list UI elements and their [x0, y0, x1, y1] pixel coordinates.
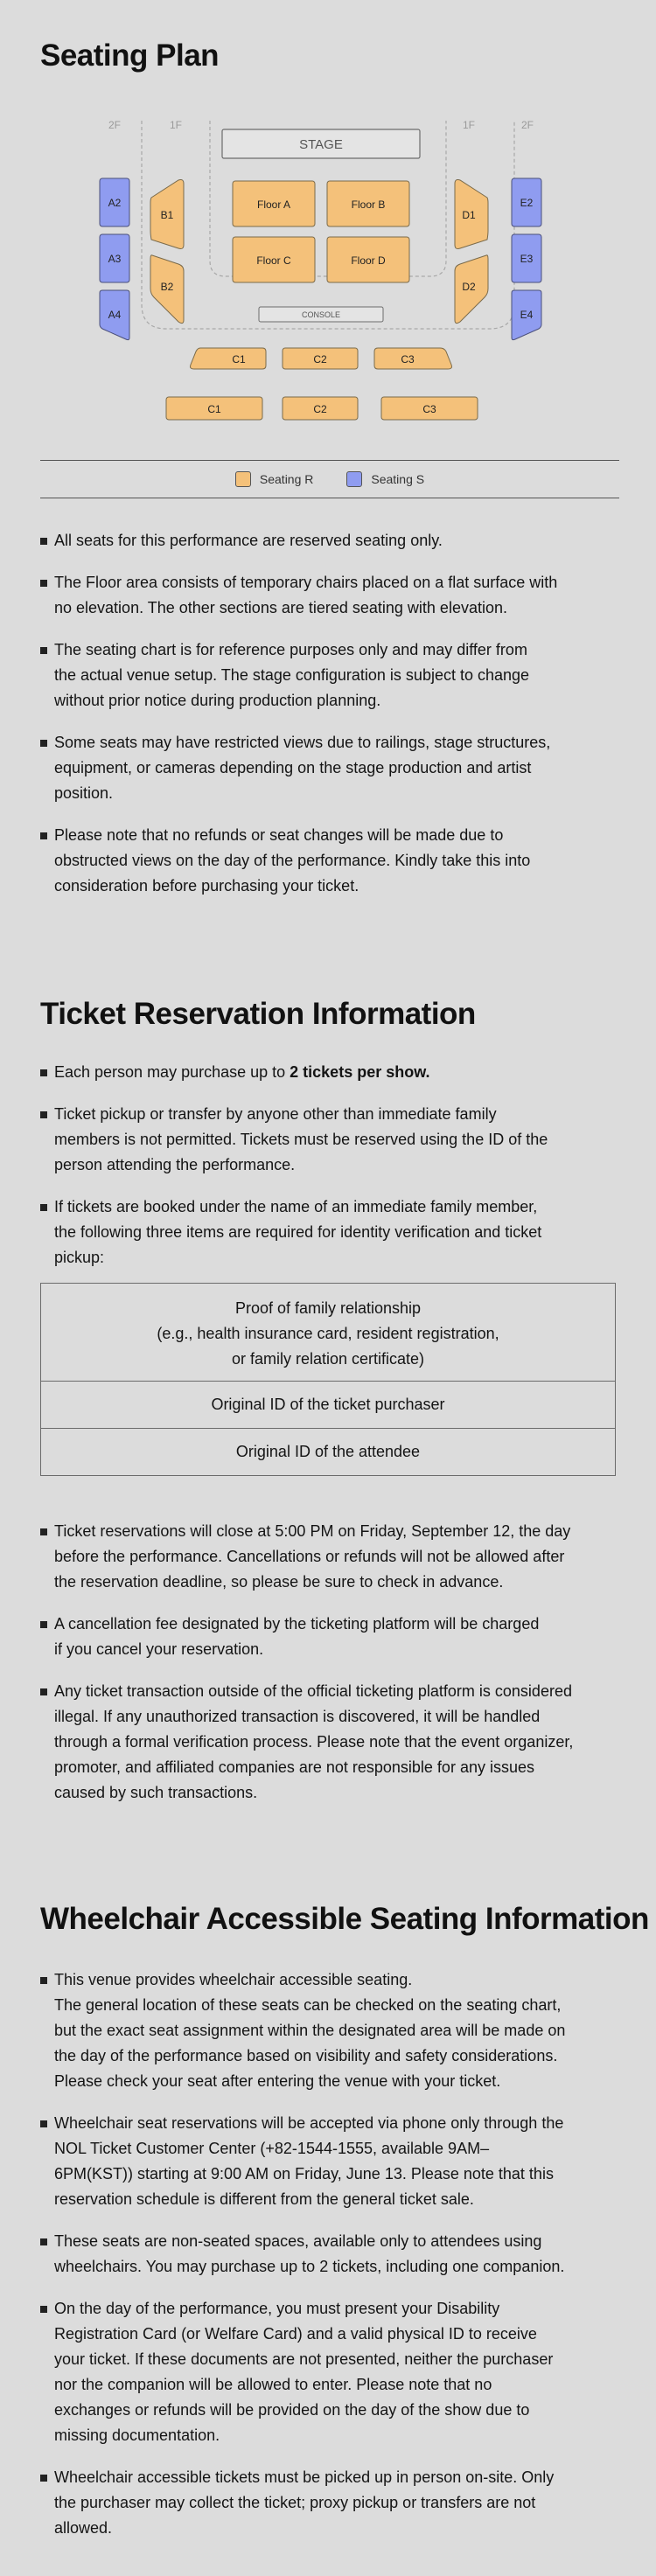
floor-section-d[interactable] [327, 237, 409, 282]
wheelchair-notes [40, 1967, 619, 2558]
ticket-note: A cancellation fee designated by the ticketing platform will be charged if you cancel your reservation. [40, 1612, 619, 1662]
ticket-note: Ticket pickup or transfer by anyone other than immediate family members is not permitted. Tickets must be reserved using the ID of the person attending the performance. [40, 1102, 619, 1178]
seating-note: The seating chart is for reference purposes only and may differ from the actual venue setup. The stage configuration is subject to change without prior notice during production planning. [40, 637, 619, 714]
section-d1[interactable] [455, 180, 488, 249]
ticket-note: Any ticket transaction outside of the official ticketing platform is considered illegal. If any unauthorized transaction is discovered, it will be handled through a formal verification process. Please note that the event organizer, promoter, and affiliated companies are not responsible for any issues caused by such transactions. [40, 1679, 619, 1806]
section-d2[interactable] [455, 255, 488, 324]
ticket-note: Each person may purchase up to 2 tickets per show. [40, 1060, 619, 1085]
section-label: C3 [401, 353, 415, 366]
seat-map [0, 112, 656, 427]
wheelchair-note: Wheelchair seat reservations will be accepted via phone only through the NOL Ticket Customer Center (+82-1544-1555, available 9AM– 6PM(KST)) starting at 9:00 AM on Friday, June 13. Please note that this reservation schedule is different from the general ticket sale. [40, 2111, 619, 2212]
section-label: C1 [207, 403, 221, 415]
stage-label: STAGE [299, 137, 343, 152]
section-c3-2f[interactable] [381, 397, 478, 420]
section-b2[interactable] [150, 255, 184, 324]
wheelchair-note: This venue provides wheelchair accessible seating. The general location of these seats can be checked on the seating chart, but the exact seat assignment within the designated area will be made on the day of the performance based on visibility and safety considerations. Please check your seat after entering the venue with your ticket. [40, 1967, 619, 2094]
legend-label: Seating R [259, 472, 314, 486]
seat-map-svg [0, 112, 656, 427]
legend-label: Seating S [371, 472, 425, 486]
section-a2[interactable] [100, 178, 129, 226]
wheelchair-title: Wheelchair Accessible Seating Information [40, 1902, 649, 1936]
ticket-note: Ticket reservations will close at 5:00 PM on Friday, September 12, the day before the performance. Cancellations or refunds will not be allowed after the reservation deadline, so please be sure to check in advance. [40, 1519, 619, 1595]
section-e2[interactable] [512, 178, 541, 226]
section-b1[interactable] [150, 180, 184, 249]
section-label: E2 [520, 197, 534, 209]
section-label: E4 [520, 309, 534, 321]
legend-swatch-r [235, 471, 251, 487]
wheelchair-note: These seats are non-seated spaces, available only to attendees using wheelchairs. You may purchase up to 2 tickets, including one companion. [40, 2229, 619, 2280]
section-label: A3 [108, 253, 122, 265]
ticket-notes-top [40, 1060, 619, 1287]
floor-section-a[interactable] [233, 181, 315, 226]
section-c1-2f[interactable] [166, 397, 262, 420]
legend-item-seating-r [235, 471, 313, 487]
level-label-2f-right: 2F [520, 119, 534, 131]
section-label: C1 [232, 353, 246, 366]
section-c2-2f[interactable] [283, 397, 358, 420]
level-label-1f-right: 1F [462, 119, 476, 131]
ticket-note: If tickets are booked under the name of an immediate family member, the following three items are required for identity verification and ticket pickup: [40, 1194, 619, 1271]
section-label: C2 [313, 353, 327, 366]
wheelchair-note: On the day of the performance, you must present your Disability Registration Card (or Welfare Card) and a valid physical ID to receive your ticket. If these documents are not presented, neither the purchaser nor the companion will be allowed to enter. Please note that no exchanges or refunds will be provided on the day of the show due to missing documentation. [40, 2296, 619, 2448]
floor-label: Floor D [351, 254, 386, 267]
section-label: A2 [108, 197, 122, 209]
floor-label: Floor A [256, 198, 291, 211]
section-c1-1f[interactable] [191, 348, 267, 369]
ticket-reservation-title: Ticket Reservation Information [40, 997, 476, 1031]
seating-note: All seats for this performance are reserved seating only. [40, 528, 619, 553]
seating-note: The Floor area consists of temporary chairs placed on a flat surface with no elevation. The other sections are tiered seating with elevation. [40, 570, 619, 621]
id-requirements-table [40, 1283, 616, 1476]
section-c2-1f[interactable] [283, 348, 358, 369]
seating-note: Please note that no refunds or seat changes will be made due to obstructed views on the day of the performance. Kindly take this into consideration before purchasing your ticket. [40, 823, 619, 899]
section-label: A4 [108, 309, 122, 321]
section-e3[interactable] [512, 234, 541, 282]
section-label: B1 [160, 209, 174, 221]
id-row-family-proof: Proof of family relationship (e.g., health insurance card, resident registration, or family relation certificate) [41, 1284, 615, 1382]
section-label: B2 [160, 281, 174, 293]
seating-notes [40, 528, 619, 916]
floor-section-c[interactable] [233, 237, 315, 282]
floor-label: Floor B [351, 198, 386, 211]
floor-section-b[interactable] [327, 181, 409, 226]
console-label: CONSOLE [301, 310, 341, 319]
section-a4[interactable] [100, 290, 129, 340]
level-label-2f-left: 2F [108, 119, 122, 131]
section-label: C3 [422, 403, 436, 415]
seating-note: Some seats may have restricted views due to railings, stage structures, equipment, or cameras depending on the stage production and artist position. [40, 730, 619, 806]
section-label: D1 [462, 209, 476, 221]
wheelchair-note: Wheelchair accessible tickets must be picked up in person on-site. Only the purchaser may collect the ticket; proxy pickup or transfers are not allowed. [40, 2465, 619, 2541]
section-label: C2 [313, 403, 327, 415]
seating-plan-title: Seating Plan [40, 38, 220, 73]
section-e4[interactable] [512, 290, 541, 340]
section-label: E3 [520, 253, 534, 265]
floor-label: Floor C [256, 254, 291, 267]
level-label-1f-left: 1F [169, 119, 183, 131]
section-label: D2 [462, 281, 476, 293]
legend-swatch-s [346, 471, 362, 487]
id-row-purchaser: Original ID of the ticket purchaser [41, 1382, 615, 1429]
ticket-notes-bottom [40, 1519, 619, 1822]
section-c3-1f[interactable] [374, 348, 452, 369]
legend-item-seating-s [346, 471, 424, 487]
id-row-attendee: Original ID of the attendee [235, 1443, 421, 1460]
seat-legend [40, 460, 619, 498]
section-a3[interactable] [100, 234, 129, 282]
